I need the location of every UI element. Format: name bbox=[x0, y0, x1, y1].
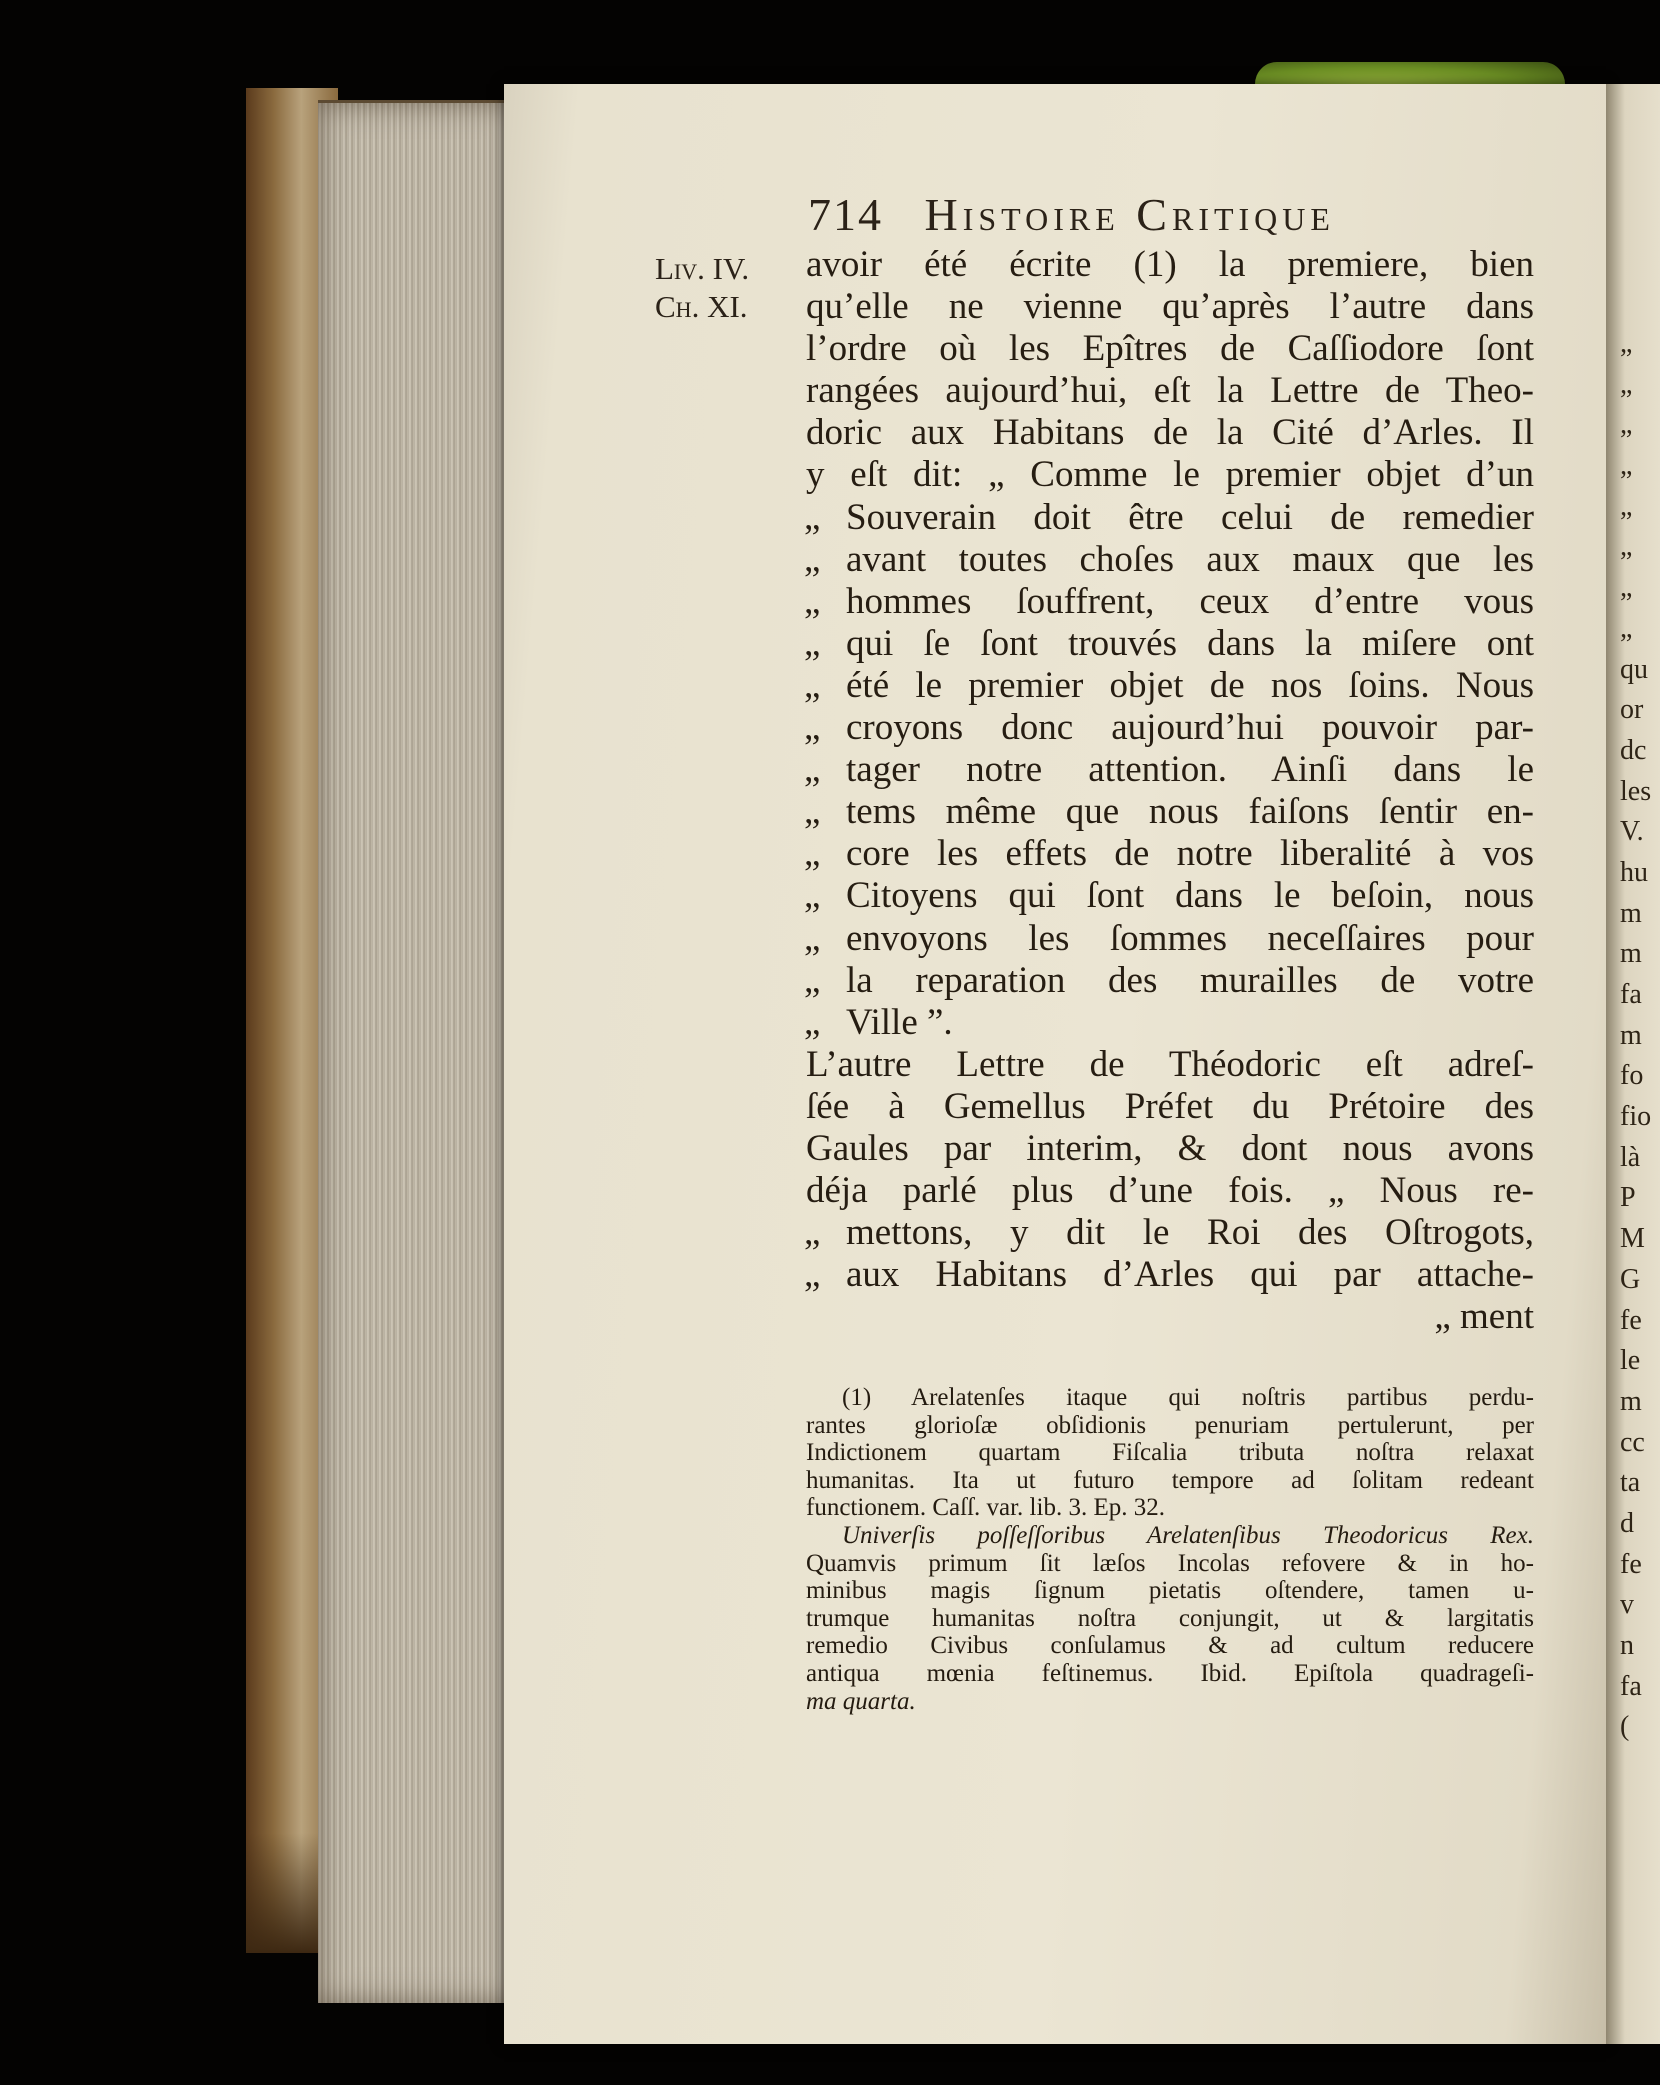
text-line bbox=[806, 286, 1534, 328]
footnote-line: (1) Arelatenſes itaque qui noſtris partibus perdu- bbox=[842, 1384, 1534, 1411]
text-line bbox=[806, 960, 1534, 1002]
next-page-fragment: „ bbox=[1620, 612, 1633, 644]
next-page-fragment: v bbox=[1620, 1589, 1634, 1621]
line-text: tems même que nous faiſons ſentir en- bbox=[846, 791, 1534, 833]
footnote-line: Indictionem quartam Fiſcalia tributa noſtra relaxat bbox=[806, 1439, 1534, 1467]
text-line bbox=[806, 328, 1534, 370]
next-page-fragment: „ bbox=[1620, 450, 1633, 482]
next-page-fragment: V. bbox=[1620, 816, 1644, 848]
next-page-fragment: m bbox=[1620, 1019, 1642, 1051]
quote-mark: „ bbox=[804, 959, 821, 1001]
next-page-fragment: „ bbox=[1620, 328, 1633, 359]
next-page-fragment: ta bbox=[1620, 1467, 1641, 1499]
text-line bbox=[806, 1296, 1534, 1338]
line-text: hommes ſouffrent, ceux d’entre vous bbox=[846, 580, 1534, 622]
line-text: tager notre attention. Ainſi dans le bbox=[846, 749, 1534, 791]
running-title: Histoire Critique bbox=[924, 189, 1335, 240]
text-line bbox=[806, 1002, 1534, 1044]
next-page-fragment: „ bbox=[1620, 572, 1633, 604]
quote-mark: „ bbox=[804, 1212, 821, 1254]
line-text: rangées aujourd’hui, eſt la Lettre de Theo- bbox=[806, 370, 1534, 412]
line-text: qui ſe ſont trouvés dans la miſere ont bbox=[846, 622, 1534, 664]
line-text: qu’elle ne vienne qu’après l’autre dans bbox=[806, 286, 1534, 328]
margin-note-chapter: Ch. XI. bbox=[655, 289, 748, 324]
line-text: L’autre Lettre de Théodoric eſt adreſ- bbox=[806, 1043, 1534, 1085]
footnote-line: trumque humanitas noſtra conjungit, ut & largitatis bbox=[806, 1604, 1534, 1632]
footnote-line: Univerſis poſſeſſoribus Arelatenſibus Theodoricus Rex. bbox=[842, 1521, 1534, 1549]
text-line bbox=[806, 1170, 1534, 1212]
text-line bbox=[806, 875, 1534, 917]
next-page-fragment: qu bbox=[1620, 653, 1648, 685]
text-line bbox=[806, 791, 1534, 833]
next-page-fragment: cc bbox=[1620, 1426, 1645, 1458]
quote-mark: „ bbox=[804, 749, 821, 791]
line-text: envoyons les ſommes neceſſaires pour bbox=[846, 917, 1534, 959]
quote-mark: „ bbox=[804, 833, 821, 875]
line-text: été le premier objet de nos ſoins. Nous bbox=[846, 664, 1534, 706]
quote-mark: „ bbox=[804, 580, 821, 622]
quote-mark: „ bbox=[804, 875, 821, 917]
line-text: croyons donc aujourd’hui pouvoir par- bbox=[846, 707, 1534, 749]
next-page-fragment: d bbox=[1620, 1507, 1634, 1539]
next-page-fragment: là bbox=[1620, 1141, 1641, 1173]
text-line bbox=[806, 454, 1534, 496]
next-page-fragment: fa bbox=[1620, 979, 1642, 1010]
text-line bbox=[806, 1254, 1534, 1296]
quote-mark: „ bbox=[804, 1254, 821, 1296]
line-text: déja parlé plus d’une fois. „ Nous re- bbox=[806, 1170, 1534, 1212]
text-line bbox=[806, 497, 1534, 539]
next-page-text-fragments bbox=[1620, 324, 1660, 1748]
text-line bbox=[806, 244, 1534, 286]
quote-mark: „ bbox=[804, 664, 821, 706]
text-line bbox=[806, 539, 1534, 581]
quote-mark: „ bbox=[804, 538, 821, 580]
line-text: Gaules par interim, & dont nous avons bbox=[806, 1127, 1534, 1169]
line-text: y eſt dit: „ Comme le premier objet d’un bbox=[806, 454, 1534, 496]
next-page-edge bbox=[1606, 84, 1660, 2044]
line-text: Ville ”. bbox=[846, 1001, 953, 1043]
quote-mark: „ bbox=[804, 791, 821, 833]
footnote-line: Quamvis primum ſit læſos Incolas refovere & in ho- bbox=[806, 1549, 1534, 1577]
quote-mark: „ bbox=[804, 622, 821, 664]
next-page-fragment: or bbox=[1620, 694, 1644, 726]
footnote-line: ma quarta. bbox=[806, 1687, 916, 1715]
text-line bbox=[806, 1128, 1534, 1170]
footnote-line: antiqua mœnia feſtinemus. Ibid. Epiſtola quadrageſi- bbox=[806, 1659, 1534, 1687]
text-line bbox=[806, 1086, 1534, 1128]
text-line bbox=[806, 707, 1534, 749]
text-line bbox=[806, 623, 1534, 665]
next-page-fragment: „ bbox=[1620, 368, 1633, 400]
next-page-fragment: m bbox=[1620, 1385, 1642, 1417]
line-text: avant toutes choſes aux maux que les bbox=[846, 538, 1534, 580]
line-text: l’ordre où les Epîtres de Caſſiodore ſont bbox=[806, 328, 1534, 370]
next-page-fragment: dc bbox=[1620, 734, 1647, 766]
next-page-fragment: fe bbox=[1620, 1304, 1642, 1336]
text-line bbox=[806, 749, 1534, 791]
next-page-fragment: „ bbox=[1620, 531, 1633, 563]
next-page-fragment: „ bbox=[1620, 490, 1633, 522]
quote-mark: „ bbox=[804, 917, 821, 959]
quote-mark: „ bbox=[804, 496, 821, 538]
text-line bbox=[806, 581, 1534, 623]
line-text: Souverain doit être celui de remedier bbox=[846, 496, 1534, 538]
line-text: Citoyens qui ſont dans le beſoin, nous bbox=[846, 875, 1534, 917]
line-text: core les effets de notre liberalité à vos bbox=[846, 833, 1534, 875]
text-line bbox=[806, 1212, 1534, 1254]
line-text: aux Habitans d’Arles qui par attache- bbox=[846, 1254, 1534, 1296]
next-page-fragment: hu bbox=[1620, 856, 1648, 888]
next-page-fragment: les bbox=[1620, 775, 1652, 807]
footnote-line: rantes glorioſæ obſidionis penuriam pertulerunt, per bbox=[806, 1411, 1534, 1439]
line-text: „ ment bbox=[1434, 1296, 1534, 1338]
next-page-fragment: fio bbox=[1620, 1101, 1652, 1133]
text-line bbox=[806, 665, 1534, 707]
margin-note-book: Liv. IV. bbox=[655, 251, 750, 286]
next-page-fragment: G bbox=[1620, 1263, 1641, 1295]
text-line bbox=[806, 833, 1534, 875]
line-text: mettons, y dit le Roi des Oſtrogots, bbox=[846, 1212, 1534, 1254]
footnote-line: minibus magis ſignum pietatis oſtendere, tamen u- bbox=[806, 1577, 1534, 1605]
body-text bbox=[806, 244, 1534, 1338]
next-page-fragment: M bbox=[1620, 1223, 1645, 1255]
next-page-fragment: fa bbox=[1620, 1670, 1642, 1702]
next-page-fragment: m bbox=[1620, 938, 1642, 970]
next-page-fragment: „ bbox=[1620, 409, 1633, 441]
margin-note bbox=[655, 250, 785, 326]
footnotes bbox=[806, 1384, 1534, 1715]
line-text: ſée à Gemellus Préfet du Prétoire des bbox=[806, 1085, 1534, 1127]
footnote-line: functionem. Caſſ. var. lib. 3. Ep. 32. bbox=[806, 1494, 1165, 1522]
quote-mark: „ bbox=[804, 707, 821, 749]
next-page-fragment: P bbox=[1620, 1182, 1636, 1214]
quote-mark: „ bbox=[804, 1001, 821, 1043]
next-page-fragment: ( bbox=[1620, 1711, 1630, 1743]
running-head bbox=[808, 188, 1508, 241]
footnote-line: remedio Civibus conſulamus & ad cultum reducere bbox=[806, 1632, 1534, 1660]
next-page-fragment: m bbox=[1620, 897, 1642, 929]
text-line bbox=[806, 412, 1534, 454]
line-text: la reparation des murailles de votre bbox=[846, 959, 1534, 1001]
page-edges-stack bbox=[318, 100, 518, 2003]
next-page-fragment: n bbox=[1620, 1630, 1634, 1661]
next-page-fragment: le bbox=[1620, 1345, 1641, 1377]
text-line bbox=[806, 370, 1534, 412]
next-page-fragment: fe bbox=[1620, 1548, 1642, 1580]
text-line bbox=[806, 918, 1534, 960]
text-line bbox=[806, 1044, 1534, 1086]
line-text: avoir été écrite (1) la premiere, bien bbox=[806, 244, 1534, 285]
page-number: 714 bbox=[808, 189, 883, 240]
line-text: doric aux Habitans de la Cité d’Arles. Il bbox=[806, 412, 1534, 454]
next-page-fragment: fo bbox=[1620, 1060, 1644, 1092]
footnote-line: humanitas. Ita ut futuro tempore ad ſolitam redeant bbox=[806, 1466, 1534, 1494]
